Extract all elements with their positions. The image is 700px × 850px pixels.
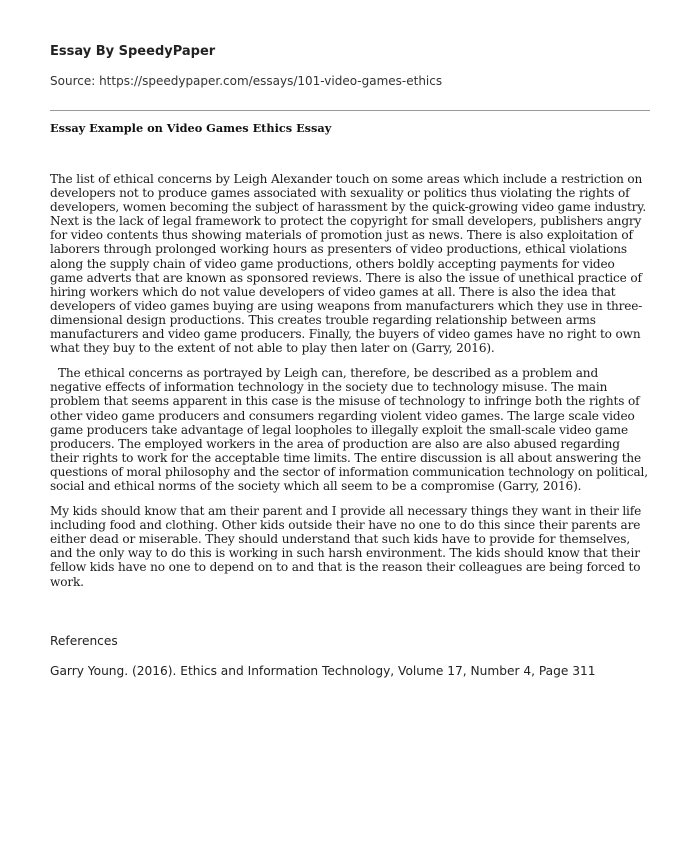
essay-body [50, 172, 650, 589]
essay-paragraph-3: My kids should know that am their parent and I provide all necessary things they want in their life including food and clothing. Other kids outside their have no one to do this since their parents are either dead or miserable. They should understand that such kids have to provide for themselves, and the only way to do this is working in such harsh environment. The kids should know that their fellow kids have no one to depend on to and that is the reason their colleagues are being forced to work. [50, 504, 642, 589]
essay-paragraph-1: The list of ethical concerns by Leigh Alexander touch on some areas which include a restriction on developers not to produce games associated with sexuality or politics thus violating the rights of developers, women becoming the subject of harassment by the quick-growing video game industry. Next is the lack of legal framework to protect the copyright for small developers, publishers angry for video contents thus showing materials of promotion just as news. There is also exploitation of laborers through prolonged working hours as presenters of video productions, ethical violations along the supply chain of video game productions, others boldly accepting payments for video game adverts that are known as sponsored reviews. There is also the issue of unethical practice of hiring workers which do not value developers of video games at all. There is also the idea that developers of video games buying are using weapons from manufacturers which they use in three-dimensional design productions. This creates trouble regarding relationship between arms manufacturers and video game producers. Finally, the buyers of video games have no right to own what they buy to the extent of not able to play then later on (Garry, 2016). [50, 172, 647, 356]
reference-item: Garry Young. (2016). Ethics and Information Technology, Volume 17, Number 4, Page 311 [50, 664, 596, 678]
header-divider [50, 110, 650, 111]
references-heading: References [50, 634, 118, 648]
essay-paragraph-2: The ethical concerns as portrayed by Leigh can, therefore, be described as a problem and negative effects of information technology in the society due to technology misuse. The main problem that seems apparent in this case is the misuse of technology to infringe both the rights of other video game producers and consumers regarding violent video games. The large scale video game producers take advantage of legal loopholes to illegally exploit the small-scale video game producers. The employed workers in the area of production are also are also abused regarding their rights to work for the acceptable time limits. The entire discussion is all about answering the questions of moral philosophy and the sector of information communication technology on political, social and ethical norms of the society which all seem to be a compromise (Garry, 2016). [50, 366, 648, 493]
document-source-line: Source: https://speedypaper.com/essays/101-video-games-ethics [50, 74, 443, 88]
document-header-title: Essay By SpeedyPaper [50, 44, 216, 59]
essay-title: Essay Example on Video Games Ethics Essay [50, 121, 332, 135]
